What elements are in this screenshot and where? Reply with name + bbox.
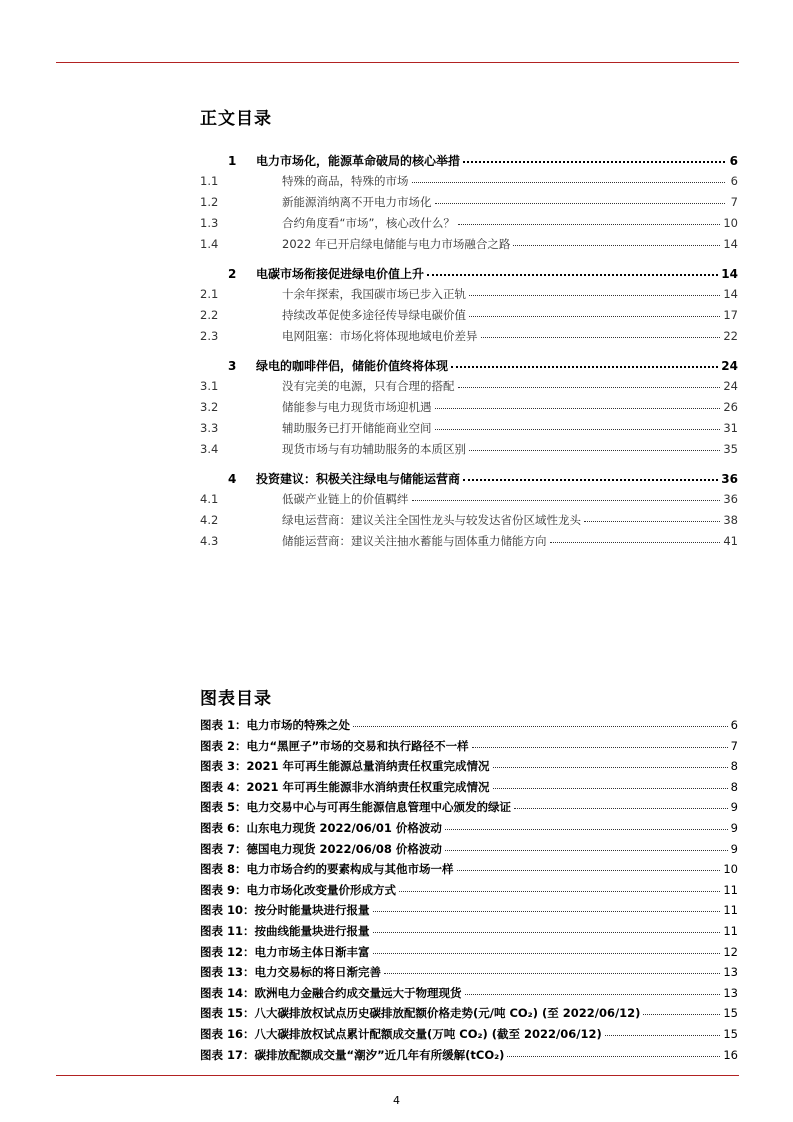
dot-leader: [481, 336, 721, 338]
figure-page: 11: [723, 923, 738, 938]
figure-label: 图表 12：电力市场主体日渐丰富: [200, 944, 370, 959]
toc-chapter-number: 3: [228, 359, 237, 373]
toc-section-4.1[interactable]: [200, 491, 738, 512]
dot-leader: [513, 244, 720, 246]
figure-page: 13: [723, 965, 738, 980]
toc-section-1.2[interactable]: [200, 194, 738, 215]
toc-page: 6: [729, 154, 738, 168]
figure-page: 8: [730, 759, 738, 774]
figure-page: 8: [730, 779, 738, 794]
dot-leader: [605, 1034, 721, 1036]
toc-section-1.4[interactable]: [200, 236, 738, 257]
figure-label: 图表 1：电力市场的特殊之处: [200, 718, 351, 732]
toc-section-number: 4.1: [200, 492, 219, 506]
toc-chapter-3[interactable]: [200, 357, 738, 378]
figure-page: 6: [730, 718, 738, 732]
toc-section-number: 2.3: [200, 329, 219, 343]
toc-section-number: 1.4: [200, 237, 219, 251]
toc-section-title: 特殊的商品，特殊的市场: [282, 174, 409, 188]
toc-section-title: 绿电运营商：建议关注全国性龙头与较发达省份区域性龙头: [282, 513, 581, 527]
toc-section-1.3[interactable]: [200, 215, 738, 236]
figure-page: 9: [730, 820, 738, 835]
figure-entry[interactable]: [200, 717, 738, 738]
dot-leader: [507, 1055, 720, 1057]
toc-section-number: 3.1: [200, 379, 219, 393]
toc-page: 14: [723, 237, 738, 251]
figure-label: 图表 15：八大碳排放权试点历史碳排放配额价格走势(元/吨 CO₂) (至 2022/06/12): [200, 1006, 641, 1021]
toc-section-number: 2.1: [200, 287, 219, 301]
dot-leader: [465, 993, 721, 995]
dot-leader: [412, 181, 726, 183]
toc-section-title: 新能源消纳离不开电力市场化: [282, 195, 432, 209]
dot-leader: [514, 807, 728, 809]
figure-page: 13: [723, 985, 738, 1000]
dot-leader: [469, 294, 720, 296]
toc-page: 26: [723, 400, 738, 414]
figure-page: 16: [723, 1047, 738, 1062]
figure-entry[interactable]: [200, 738, 738, 759]
toc-section-3.4[interactable]: [200, 441, 738, 462]
toc-section-2.3[interactable]: [200, 328, 738, 349]
toc-chapter-title: 电力市场化，能源革命破局的核心举措: [256, 154, 461, 168]
figure-entry[interactable]: [200, 1005, 738, 1026]
figure-page: 9: [730, 800, 738, 815]
figure-label: 图表 3：2021 年可再生能源总量消纳责任权重完成情况: [200, 759, 490, 774]
figure-entry[interactable]: [200, 1026, 738, 1047]
toc-page: 6: [730, 174, 738, 188]
toc-chapter-title: 绿电的咖啡伴侣，储能价值终将体现: [256, 359, 449, 373]
toc-page: 24: [721, 359, 738, 373]
toc-section-3.1[interactable]: [200, 378, 738, 399]
toc-page: 17: [723, 308, 738, 322]
figure-entry[interactable]: [200, 944, 738, 965]
dot-leader: [445, 828, 728, 830]
figure-label: 图表 7：德国电力现货 2022/06/08 价格波动: [200, 841, 442, 856]
toc-page: 24: [723, 379, 738, 393]
figure-page: 12: [723, 944, 738, 959]
toc-chapter-number: 1: [228, 154, 237, 168]
toc-section-title: 储能运营商：建议关注抽水蓄能与固体重力储能方向: [282, 534, 547, 548]
toc-section-number: 3.3: [200, 421, 219, 435]
dot-leader: [353, 725, 728, 727]
toc-chapter-title: 投资建议：积极关注绿电与储能运营商: [256, 472, 461, 486]
figure-entry[interactable]: [200, 799, 738, 820]
toc-section-number: 1.2: [200, 195, 219, 209]
dot-leader: [457, 869, 721, 871]
toc-page: 14: [721, 267, 738, 281]
figure-label: 图表 4：2021 年可再生能源非水消纳责任权重完成情况: [200, 779, 490, 794]
toc-section-title: 没有完美的电源，只有合理的搭配: [282, 379, 455, 393]
toc-section-2.2[interactable]: [200, 307, 738, 328]
figure-entry[interactable]: [200, 820, 738, 841]
figure-entry[interactable]: [200, 964, 738, 985]
dot-leader: [435, 202, 726, 204]
figure-label: 图表 13：电力交易标的将日渐完善: [200, 965, 382, 980]
toc-chapter-1[interactable]: [200, 152, 738, 173]
toc-section-3.2[interactable]: [200, 399, 738, 420]
toc-section-title: 电网阻塞：市场化将体现地域电价差异: [282, 329, 478, 343]
dot-leader: [458, 223, 720, 225]
toc-section-title: 持续改革促使多途径传导绿电碳价值: [282, 308, 466, 322]
dot-leader: [384, 972, 720, 974]
toc-section-number: 4.3: [200, 534, 219, 548]
figure-page: 11: [723, 903, 738, 918]
toc-section-2.1[interactable]: [200, 286, 738, 307]
dot-leader: [550, 541, 721, 543]
dot-leader: [445, 849, 728, 851]
dot-leader: [463, 160, 725, 163]
dot-leader: [463, 478, 718, 481]
toc-chapter-4[interactable]: [200, 470, 738, 491]
dot-leader: [584, 520, 720, 522]
footer-rule: [56, 1075, 739, 1076]
toc-section-number: 2.2: [200, 308, 219, 322]
toc-chapter-title: 电碳市场衔接促进绿电价值上升: [256, 267, 425, 281]
toc-section-title: 十余年探索，我国碳市场已步入正轨: [282, 287, 466, 301]
figure-entry[interactable]: [200, 841, 738, 862]
toc-chapter-number: 2: [228, 267, 237, 281]
figure-label: 图表 5：电力交易中心与可再生能源信息管理中心颁发的绿证: [200, 800, 512, 815]
dot-leader: [435, 428, 721, 430]
figure-label: 图表 9：电力市场化改变量价形成方式: [200, 882, 397, 897]
toc-chapter-2[interactable]: [200, 265, 738, 286]
toc-page: 10: [723, 216, 738, 230]
dot-leader: [373, 931, 721, 933]
dot-leader: [493, 766, 728, 768]
dot-leader: [399, 890, 720, 892]
dot-leader: [469, 315, 720, 317]
toc-page: 35: [723, 442, 738, 456]
figure-label: 图表 16：八大碳排放权试点累计配额成交量(万吨 CO₂) (截至 2022/06/12): [200, 1026, 602, 1041]
figure-label: 图表 8：电力市场合约的要素构成与其他市场一样: [200, 862, 454, 877]
dot-leader: [427, 273, 718, 276]
figure-label: 图表 11：按曲线能量块进行报量: [200, 923, 370, 938]
toc-section-3.3[interactable]: [200, 420, 738, 441]
toc-section-number: 4.2: [200, 513, 219, 527]
toc-section-4.2[interactable]: [200, 512, 738, 533]
toc-page: 7: [730, 195, 738, 209]
figure-label: 图表 14：欧洲电力金融合约成交量远大于物理现货: [200, 985, 462, 1000]
toc-list: [200, 152, 738, 554]
toc-section-title: 合约角度看“市场”，核心改什么？: [282, 216, 455, 230]
toc-section-title: 辅助服务已打开储能商业空间: [282, 421, 432, 435]
figure-page: 10: [723, 862, 738, 877]
toc-page: 31: [723, 421, 738, 435]
dot-leader: [435, 407, 721, 409]
toc-page: 41: [723, 534, 738, 548]
figure-label: 图表 2：电力“黑匣子”市场的交易和执行路径不一样: [200, 738, 469, 753]
figure-entry[interactable]: [200, 985, 738, 1006]
figures-list: [200, 717, 738, 1067]
toc-page: 14: [723, 287, 738, 301]
dot-leader: [643, 1013, 720, 1015]
toc-section-number: 3.4: [200, 442, 219, 456]
figure-entry[interactable]: [200, 902, 738, 923]
page-number: 4: [393, 1094, 400, 1107]
toc-section-number: 3.2: [200, 400, 219, 414]
toc-page: 22: [723, 329, 738, 343]
toc-section-title: 现货市场与有功辅助服务的本质区别: [282, 442, 466, 456]
dot-leader: [451, 365, 718, 368]
figure-entry[interactable]: [200, 923, 738, 944]
dot-leader: [472, 746, 728, 748]
figure-page: 7: [730, 738, 738, 753]
toc-section-4.3[interactable]: [200, 533, 738, 554]
dot-leader: [373, 952, 721, 954]
dot-leader: [412, 499, 721, 501]
dot-leader: [373, 910, 721, 912]
figure-label: 图表 6：山东电力现货 2022/06/01 价格波动: [200, 820, 442, 835]
figure-entry[interactable]: [200, 758, 738, 779]
toc-chapter-number: 4: [228, 472, 237, 486]
toc-page: 36: [721, 472, 738, 486]
toc-title: 正文目录: [200, 109, 272, 129]
figure-page: 9: [730, 841, 738, 856]
figure-page: 11: [723, 882, 738, 897]
figure-entry[interactable]: [200, 779, 738, 800]
figure-label: 图表 17：碳排放配额成交量“潮汐”近几年有所缓解(tCO₂): [200, 1047, 505, 1062]
header-rule: [56, 62, 739, 63]
toc-section-number: 1.3: [200, 216, 219, 230]
toc-section-title: 2022 年已开启绿电储能与电力市场融合之路: [282, 237, 511, 251]
toc-page: 36: [723, 492, 738, 506]
figure-page: 15: [723, 1006, 738, 1021]
toc-section-number: 1.1: [200, 174, 219, 188]
toc-section-1.1[interactable]: [200, 173, 738, 194]
figure-entry[interactable]: [200, 1047, 738, 1068]
toc-section-title: 低碳产业链上的价值羁绊: [282, 492, 409, 506]
figure-page: 15: [723, 1026, 738, 1041]
dot-leader: [458, 386, 721, 388]
figures-title: 图表目录: [200, 689, 272, 709]
toc-page: 38: [723, 513, 738, 527]
toc-section-title: 储能参与电力现货市场迎机遇: [282, 400, 432, 414]
dot-leader: [493, 787, 728, 789]
figure-label: 图表 10：按分时能量块进行报量: [200, 903, 370, 918]
dot-leader: [469, 449, 720, 451]
figure-entry[interactable]: [200, 882, 738, 903]
figure-entry[interactable]: [200, 861, 738, 882]
